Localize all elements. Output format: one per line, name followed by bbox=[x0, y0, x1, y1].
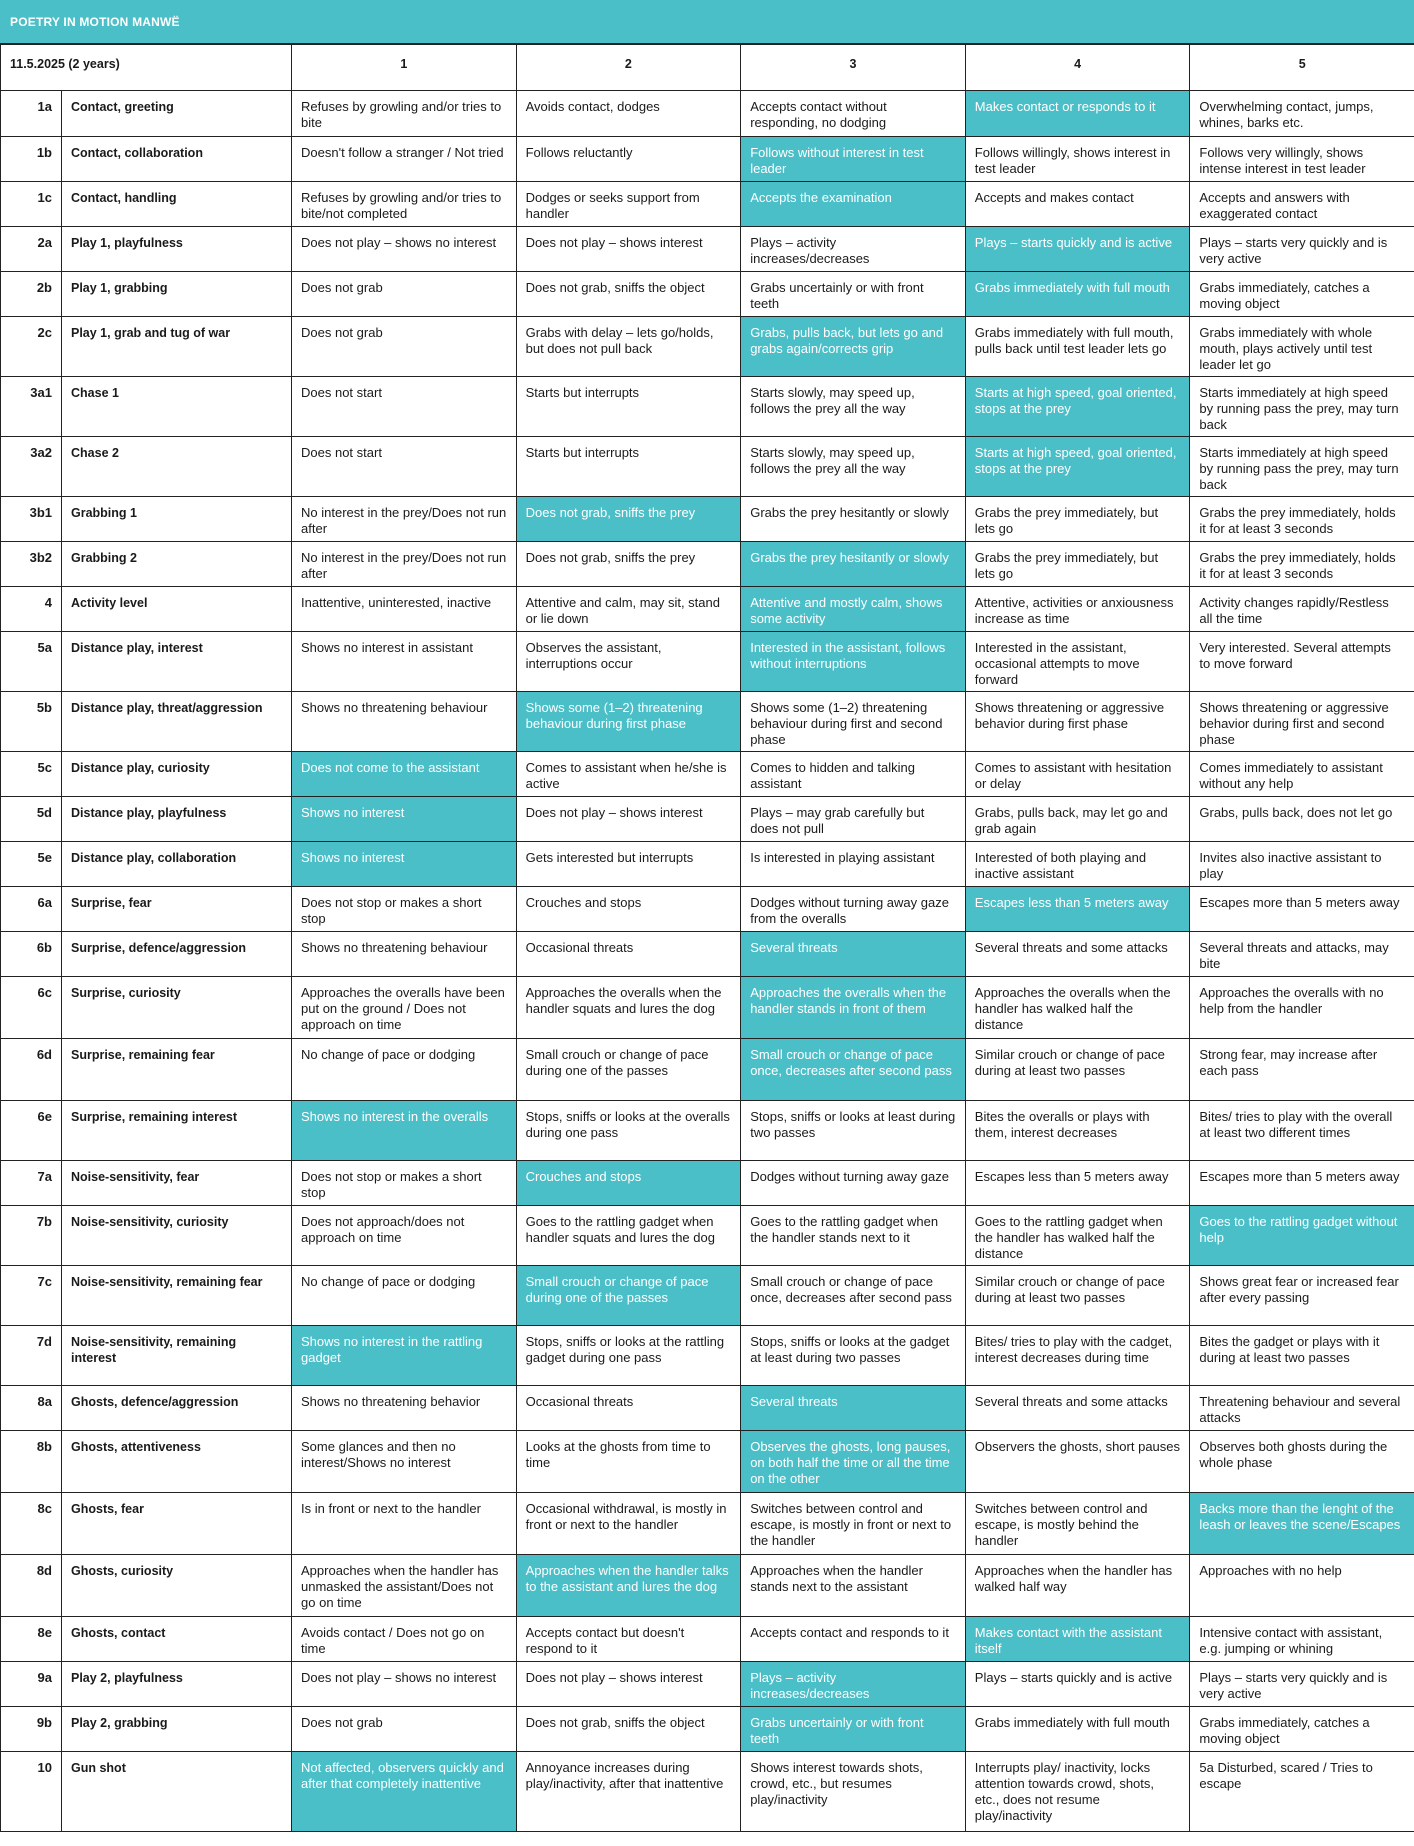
row-label: Contact, collaboration bbox=[62, 137, 292, 182]
score-cell-1: No interest in the prey/Does not run after bbox=[292, 497, 517, 542]
score-cell-5-selected: Backs more than the lenght of the leash or leaves the scene/Escapes bbox=[1190, 1493, 1414, 1555]
score-cell-4: Interrupts play/ inactivity, locks attention towards crowd, shots, etc., does not resume play/inactivity bbox=[965, 1752, 1190, 1832]
table-row bbox=[1, 752, 1414, 797]
score-cell-1: Does not grab bbox=[292, 317, 517, 377]
row-label: Noise-sensitivity, remaining fear bbox=[62, 1266, 292, 1326]
score-cell-1: Does not play – shows no interest bbox=[292, 227, 517, 272]
row-code: 8e bbox=[1, 1617, 62, 1662]
table-row bbox=[1, 497, 1414, 542]
table-row bbox=[1, 317, 1414, 377]
table-row bbox=[1, 632, 1414, 692]
score-cell-3-selected: Several threats bbox=[741, 932, 966, 977]
row-label: Ghosts, defence/aggression bbox=[62, 1386, 292, 1431]
row-code: 2a bbox=[1, 227, 62, 272]
row-code: 5d bbox=[1, 797, 62, 842]
score-cell-3: Dodges without turning away gaze bbox=[741, 1161, 966, 1206]
score-cell-1: Inattentive, uninterested, inactive bbox=[292, 587, 517, 632]
row-label: Ghosts, curiosity bbox=[62, 1555, 292, 1617]
score-header-4: 4 bbox=[965, 45, 1190, 91]
table-row bbox=[1, 1206, 1414, 1266]
score-cell-2: Does not play – shows interest bbox=[516, 797, 741, 842]
score-cell-1: Does not grab bbox=[292, 1707, 517, 1752]
score-cell-2-selected: Crouches and stops bbox=[516, 1161, 741, 1206]
row-code: 7d bbox=[1, 1326, 62, 1386]
row-code: 2c bbox=[1, 317, 62, 377]
document-title: POETRY IN MOTION MANWË bbox=[0, 0, 1414, 44]
row-label: Contact, greeting bbox=[62, 91, 292, 137]
score-cell-1: No change of pace or dodging bbox=[292, 1266, 517, 1326]
row-label: Play 2, playfulness bbox=[62, 1662, 292, 1707]
row-label: Gun shot bbox=[62, 1752, 292, 1832]
score-cell-4: Several threats and some attacks bbox=[965, 932, 1190, 977]
row-code: 2b bbox=[1, 272, 62, 317]
row-label: Distance play, interest bbox=[62, 632, 292, 692]
row-code: 6b bbox=[1, 932, 62, 977]
score-cell-5-selected: Goes to the rattling gadget without help bbox=[1190, 1206, 1414, 1266]
score-cell-2-selected: Approaches when the handler talks to the assistant and lures the dog bbox=[516, 1555, 741, 1617]
table-row bbox=[1, 437, 1414, 497]
score-cell-2: Dodges or seeks support from handler bbox=[516, 182, 741, 227]
score-cell-5: Grabs the prey immediately, holds it for at least 3 seconds bbox=[1190, 497, 1414, 542]
score-cell-1: Avoids contact / Does not go on time bbox=[292, 1617, 517, 1662]
row-label: Surprise, remaining fear bbox=[62, 1039, 292, 1101]
row-code: 5e bbox=[1, 842, 62, 887]
score-cell-4: Similar crouch or change of pace during at least two passes bbox=[965, 1039, 1190, 1101]
score-cell-2: Occasional threats bbox=[516, 932, 741, 977]
table-row bbox=[1, 977, 1414, 1039]
table-row bbox=[1, 797, 1414, 842]
score-cell-3-selected: Accepts the examination bbox=[741, 182, 966, 227]
row-label: Noise-sensitivity, remaining interest bbox=[62, 1326, 292, 1386]
score-cell-1: No interest in the prey/Does not run after bbox=[292, 542, 517, 587]
row-label: Distance play, threat/aggression bbox=[62, 692, 292, 752]
score-cell-1: Does not grab bbox=[292, 272, 517, 317]
score-cell-1: Does not approach/does not approach on time bbox=[292, 1206, 517, 1266]
score-cell-3: Starts slowly, may speed up, follows the prey all the way bbox=[741, 377, 966, 437]
score-cell-4-selected: Starts at high speed, goal oriented, stops at the prey bbox=[965, 377, 1190, 437]
table-row bbox=[1, 1707, 1414, 1752]
score-cell-5: Grabs immediately, catches a moving object bbox=[1190, 272, 1414, 317]
score-cell-5: Bites the gadget or plays with it during at least two passes bbox=[1190, 1326, 1414, 1386]
row-code: 6d bbox=[1, 1039, 62, 1101]
score-cell-1: Is in front or next to the handler bbox=[292, 1493, 517, 1555]
row-code: 1c bbox=[1, 182, 62, 227]
test-date: 11.5.2025 (2 years) bbox=[1, 45, 292, 91]
score-cell-5: Bites/ tries to play with the overall at least two different times bbox=[1190, 1101, 1414, 1161]
table-row bbox=[1, 272, 1414, 317]
row-label: Play 2, grabbing bbox=[62, 1707, 292, 1752]
score-cell-5: Grabs immediately with whole mouth, plays actively until test leader let go bbox=[1190, 317, 1414, 377]
score-cell-2: Does not grab, sniffs the object bbox=[516, 272, 741, 317]
score-cell-2: Comes to assistant when he/she is active bbox=[516, 752, 741, 797]
score-cell-2: Occasional threats bbox=[516, 1386, 741, 1431]
row-code: 6c bbox=[1, 977, 62, 1039]
row-label: Noise-sensitivity, curiosity bbox=[62, 1206, 292, 1266]
score-cell-3: Goes to the rattling gadget when the handler stands next to it bbox=[741, 1206, 966, 1266]
score-cell-2: Gets interested but interrupts bbox=[516, 842, 741, 887]
table-row bbox=[1, 1617, 1414, 1662]
table-row bbox=[1, 1555, 1414, 1617]
row-label: Distance play, playfulness bbox=[62, 797, 292, 842]
score-cell-3: Approaches when the handler stands next to the assistant bbox=[741, 1555, 966, 1617]
score-cell-3: Accepts contact without responding, no dodging bbox=[741, 91, 966, 137]
score-cell-4: Grabs immediately with full mouth, pulls back until test leader lets go bbox=[965, 317, 1190, 377]
score-cell-4: Grabs the prey immediately, but lets go bbox=[965, 542, 1190, 587]
score-cell-2: Does not play – shows interest bbox=[516, 1662, 741, 1707]
score-header-2: 2 bbox=[516, 45, 741, 91]
score-cell-2: Attentive and calm, may sit, stand or lie down bbox=[516, 587, 741, 632]
score-cell-2: Grabs with delay – lets go/holds, but does not pull back bbox=[516, 317, 741, 377]
table-row bbox=[1, 692, 1414, 752]
score-cell-1-selected: Shows no interest in the rattling gadget bbox=[292, 1326, 517, 1386]
score-cell-4: Accepts and makes contact bbox=[965, 182, 1190, 227]
score-cell-4: Plays – starts quickly and is active bbox=[965, 1662, 1190, 1707]
score-cell-5: Accepts and answers with exaggerated contact bbox=[1190, 182, 1414, 227]
row-label: Activity level bbox=[62, 587, 292, 632]
score-cell-3: Dodges without turning away gaze from the overalls bbox=[741, 887, 966, 932]
table-row bbox=[1, 932, 1414, 977]
score-cell-4-selected: Makes contact with the assistant itself bbox=[965, 1617, 1190, 1662]
score-cell-5: Plays – starts very quickly and is very active bbox=[1190, 227, 1414, 272]
row-code: 9b bbox=[1, 1707, 62, 1752]
score-cell-4: Escapes less than 5 meters away bbox=[965, 1161, 1190, 1206]
score-cell-3: Plays – activity increases/decreases bbox=[741, 227, 966, 272]
score-cell-3-selected: Grabs, pulls back, but lets go and grabs again/corrects grip bbox=[741, 317, 966, 377]
table-row bbox=[1, 182, 1414, 227]
row-code: 6e bbox=[1, 1101, 62, 1161]
score-cell-5: Overwhelming contact, jumps, whines, barks etc. bbox=[1190, 91, 1414, 137]
score-cell-1: Does not start bbox=[292, 377, 517, 437]
table-row bbox=[1, 227, 1414, 272]
score-cell-4: Comes to assistant with hesitation or delay bbox=[965, 752, 1190, 797]
score-cell-5: Invites also inactive assistant to play bbox=[1190, 842, 1414, 887]
score-cell-1-selected: Shows no interest bbox=[292, 842, 517, 887]
row-code: 8c bbox=[1, 1493, 62, 1555]
score-cell-1: No change of pace or dodging bbox=[292, 1039, 517, 1101]
score-header-5: 5 bbox=[1190, 45, 1414, 91]
row-code: 1a bbox=[1, 91, 62, 137]
score-cell-1: Shows no threatening behaviour bbox=[292, 692, 517, 752]
score-cell-5: Very interested. Several attempts to move forward bbox=[1190, 632, 1414, 692]
row-code: 8d bbox=[1, 1555, 62, 1617]
score-cell-4-selected: Starts at high speed, goal oriented, stops at the prey bbox=[965, 437, 1190, 497]
score-cell-5: Comes immediately to assistant without any help bbox=[1190, 752, 1414, 797]
row-label: Chase 1 bbox=[62, 377, 292, 437]
row-code: 5b bbox=[1, 692, 62, 752]
score-cell-1-selected: Shows no interest in the overalls bbox=[292, 1101, 517, 1161]
row-code: 1b bbox=[1, 137, 62, 182]
score-cell-3: Shows some (1–2) threatening behaviour during first and second phase bbox=[741, 692, 966, 752]
score-cell-2: Small crouch or change of pace during one of the passes bbox=[516, 1039, 741, 1101]
score-header-3: 3 bbox=[741, 45, 966, 91]
score-cell-1-selected: Not affected, observers quickly and after that completely inattentive bbox=[292, 1752, 517, 1832]
score-cell-1: Some glances and then no interest/Shows no interest bbox=[292, 1431, 517, 1493]
score-cell-2: Starts but interrupts bbox=[516, 377, 741, 437]
score-cell-3: Stops, sniffs or looks at the gadget at least during two passes bbox=[741, 1326, 966, 1386]
score-header-1: 1 bbox=[292, 45, 517, 91]
row-label: Grabbing 2 bbox=[62, 542, 292, 587]
row-label: Ghosts, contact bbox=[62, 1617, 292, 1662]
score-cell-1-selected: Shows no interest bbox=[292, 797, 517, 842]
row-label: Surprise, curiosity bbox=[62, 977, 292, 1039]
score-cell-1: Does not stop or makes a short stop bbox=[292, 887, 517, 932]
score-cell-5: Shows great fear or increased fear after every passing bbox=[1190, 1266, 1414, 1326]
table-row bbox=[1, 1161, 1414, 1206]
row-code: 3b2 bbox=[1, 542, 62, 587]
score-cell-5: Shows threatening or aggressive behavior during first and second phase bbox=[1190, 692, 1414, 752]
table-row bbox=[1, 377, 1414, 437]
row-code: 5a bbox=[1, 632, 62, 692]
score-cell-4: Bites the overalls or plays with them, interest decreases bbox=[965, 1101, 1190, 1161]
score-cell-5: Starts immediately at high speed by running pass the prey, may turn back bbox=[1190, 377, 1414, 437]
score-cell-2-selected: Shows some (1–2) threatening behaviour during first phase bbox=[516, 692, 741, 752]
row-label: Surprise, remaining interest bbox=[62, 1101, 292, 1161]
score-cell-1: Shows no interest in assistant bbox=[292, 632, 517, 692]
score-cell-2: Stops, sniffs or looks at the overalls during one pass bbox=[516, 1101, 741, 1161]
row-code: 3a1 bbox=[1, 377, 62, 437]
score-cell-3-selected: Plays – activity increases/decreases bbox=[741, 1662, 966, 1707]
row-label: Ghosts, attentiveness bbox=[62, 1431, 292, 1493]
table-row bbox=[1, 91, 1414, 137]
score-cell-5: Strong fear, may increase after each pass bbox=[1190, 1039, 1414, 1101]
score-cell-1: Doesn't follow a stranger / Not tried bbox=[292, 137, 517, 182]
score-cell-1: Refuses by growling and/or tries to bite bbox=[292, 91, 517, 137]
table-row bbox=[1, 542, 1414, 587]
score-cell-5: Observes both ghosts during the whole phase bbox=[1190, 1431, 1414, 1493]
score-cell-3: Stops, sniffs or looks at least during two passes bbox=[741, 1101, 966, 1161]
row-label: Distance play, curiosity bbox=[62, 752, 292, 797]
row-code: 5c bbox=[1, 752, 62, 797]
score-cell-5: 5a Disturbed, scared / Tries to escape bbox=[1190, 1752, 1414, 1832]
table-row bbox=[1, 587, 1414, 632]
assessment-table bbox=[0, 44, 1414, 1832]
score-cell-2: Stops, sniffs or looks at the rattling gadget during one pass bbox=[516, 1326, 741, 1386]
score-cell-2: Does not grab, sniffs the object bbox=[516, 1707, 741, 1752]
score-cell-3: Starts slowly, may speed up, follows the prey all the way bbox=[741, 437, 966, 497]
score-cell-4: Several threats and some attacks bbox=[965, 1386, 1190, 1431]
score-cell-2: Occasional withdrawal, is mostly in front or next to the handler bbox=[516, 1493, 741, 1555]
row-label: Play 1, grab and tug of war bbox=[62, 317, 292, 377]
score-cell-4: Attentive, activities or anxiousness increase as time bbox=[965, 587, 1190, 632]
score-cell-5: Escapes more than 5 meters away bbox=[1190, 1161, 1414, 1206]
row-code: 8b bbox=[1, 1431, 62, 1493]
score-cell-1: Does not start bbox=[292, 437, 517, 497]
table-row bbox=[1, 887, 1414, 932]
table-row bbox=[1, 1493, 1414, 1555]
score-cell-5: Grabs the prey immediately, holds it for at least 3 seconds bbox=[1190, 542, 1414, 587]
score-cell-3-selected: Small crouch or change of pace once, decreases after second pass bbox=[741, 1039, 966, 1101]
score-cell-2: Looks at the ghosts from time to time bbox=[516, 1431, 741, 1493]
score-cell-2: Observes the assistant, interruptions occur bbox=[516, 632, 741, 692]
row-code: 9a bbox=[1, 1662, 62, 1707]
score-cell-4-selected: Escapes less than 5 meters away bbox=[965, 887, 1190, 932]
score-cell-4: Observers the ghosts, short pauses bbox=[965, 1431, 1190, 1493]
score-cell-4: Switches between control and escape, is mostly behind the handler bbox=[965, 1493, 1190, 1555]
score-cell-5: Starts immediately at high speed by running pass the prey, may turn back bbox=[1190, 437, 1414, 497]
score-cell-5: Escapes more than 5 meters away bbox=[1190, 887, 1414, 932]
row-code: 4 bbox=[1, 587, 62, 632]
score-cell-4-selected: Makes contact or responds to it bbox=[965, 91, 1190, 137]
row-label: Distance play, collaboration bbox=[62, 842, 292, 887]
row-label: Grabbing 1 bbox=[62, 497, 292, 542]
score-cell-5: Grabs, pulls back, does not let go bbox=[1190, 797, 1414, 842]
score-cell-3: Small crouch or change of pace once, decreases after second pass bbox=[741, 1266, 966, 1326]
row-label: Chase 2 bbox=[62, 437, 292, 497]
row-code: 8a bbox=[1, 1386, 62, 1431]
row-code: 3b1 bbox=[1, 497, 62, 542]
table-row bbox=[1, 1101, 1414, 1161]
score-cell-4: Interested of both playing and inactive assistant bbox=[965, 842, 1190, 887]
row-code: 3a2 bbox=[1, 437, 62, 497]
score-cell-3-selected: Grabs the prey hesitantly or slowly bbox=[741, 542, 966, 587]
row-code: 7a bbox=[1, 1161, 62, 1206]
score-cell-4: Bites/ tries to play with the cadget, interest decreases during time bbox=[965, 1326, 1190, 1386]
score-cell-2: Does not grab, sniffs the prey bbox=[516, 542, 741, 587]
table-row bbox=[1, 1386, 1414, 1431]
score-cell-2: Does not play – shows interest bbox=[516, 227, 741, 272]
score-cell-3-selected: Follows without interest in test leader bbox=[741, 137, 966, 182]
row-label: Play 1, grabbing bbox=[62, 272, 292, 317]
score-cell-4: Shows threatening or aggressive behavior during first phase bbox=[965, 692, 1190, 752]
score-cell-5: Approaches with no help bbox=[1190, 1555, 1414, 1617]
score-cell-4: Interested in the assistant, occasional attempts to move forward bbox=[965, 632, 1190, 692]
score-cell-5: Approaches the overalls with no help from the handler bbox=[1190, 977, 1414, 1039]
score-cell-4: Goes to the rattling gadget when the handler has walked half the distance bbox=[965, 1206, 1190, 1266]
score-cell-3-selected: Interested in the assistant, follows without interruptions bbox=[741, 632, 966, 692]
table-row bbox=[1, 1326, 1414, 1386]
header-row bbox=[1, 45, 1414, 91]
row-code: 10 bbox=[1, 1752, 62, 1832]
score-cell-1: Does not play – shows no interest bbox=[292, 1662, 517, 1707]
score-cell-3: Switches between control and escape, is mostly in front or next to the handler bbox=[741, 1493, 966, 1555]
table-row bbox=[1, 1431, 1414, 1493]
score-cell-3: Is interested in playing assistant bbox=[741, 842, 966, 887]
score-cell-3-selected: Grabs uncertainly or with front teeth bbox=[741, 1707, 966, 1752]
score-cell-2: Crouches and stops bbox=[516, 887, 741, 932]
table-row bbox=[1, 137, 1414, 182]
score-cell-3: Shows interest towards shots, crowd, etc., but resumes play/inactivity bbox=[741, 1752, 966, 1832]
score-cell-1: Refuses by growling and/or tries to bite/not completed bbox=[292, 182, 517, 227]
score-cell-3-selected: Observes the ghosts, long pauses, on both half the time or all the time on the other bbox=[741, 1431, 966, 1493]
score-cell-4: Grabs the prey immediately, but lets go bbox=[965, 497, 1190, 542]
score-cell-4: Approaches the overalls when the handler has walked half the distance bbox=[965, 977, 1190, 1039]
score-cell-2: Starts but interrupts bbox=[516, 437, 741, 497]
row-label: Contact, handling bbox=[62, 182, 292, 227]
table-row bbox=[1, 842, 1414, 887]
row-label: Play 1, playfulness bbox=[62, 227, 292, 272]
score-cell-3: Grabs the prey hesitantly or slowly bbox=[741, 497, 966, 542]
score-cell-5: Threatening behaviour and several attacks bbox=[1190, 1386, 1414, 1431]
score-cell-2: Annoyance increases during play/inactivity, after that inattentive bbox=[516, 1752, 741, 1832]
score-cell-2: Approaches the overalls when the handler squats and lures the dog bbox=[516, 977, 741, 1039]
score-cell-4-selected: Grabs immediately with full mouth bbox=[965, 272, 1190, 317]
score-cell-1: Shows no threatening behavior bbox=[292, 1386, 517, 1431]
table-row bbox=[1, 1662, 1414, 1707]
score-cell-1: Does not stop or makes a short stop bbox=[292, 1161, 517, 1206]
score-cell-3-selected: Several threats bbox=[741, 1386, 966, 1431]
row-code: 7c bbox=[1, 1266, 62, 1326]
score-cell-4: Approaches when the handler has walked half way bbox=[965, 1555, 1190, 1617]
score-cell-4: Grabs, pulls back, may let go and grab again bbox=[965, 797, 1190, 842]
score-cell-5: Several threats and attacks, may bite bbox=[1190, 932, 1414, 977]
score-cell-5: Activity changes rapidly/Restless all the time bbox=[1190, 587, 1414, 632]
score-cell-1: Approaches the overalls have been put on the ground / Does not approach on time bbox=[292, 977, 517, 1039]
score-cell-5: Follows very willingly, shows intense interest in test leader bbox=[1190, 137, 1414, 182]
row-label: Surprise, defence/aggression bbox=[62, 932, 292, 977]
score-cell-5: Grabs immediately, catches a moving object bbox=[1190, 1707, 1414, 1752]
score-cell-1: Approaches when the handler has unmasked the assistant/Does not go on time bbox=[292, 1555, 517, 1617]
score-cell-4: Similar crouch or change of pace during at least two passes bbox=[965, 1266, 1190, 1326]
score-cell-4: Grabs immediately with full mouth bbox=[965, 1707, 1190, 1752]
score-cell-3: Comes to hidden and talking assistant bbox=[741, 752, 966, 797]
row-label: Surprise, fear bbox=[62, 887, 292, 932]
score-cell-5: Intensive contact with assistant, e.g. jumping or whining bbox=[1190, 1617, 1414, 1662]
table-row bbox=[1, 1039, 1414, 1101]
score-cell-2: Accepts contact but doesn't respond to it bbox=[516, 1617, 741, 1662]
score-cell-3-selected: Attentive and mostly calm, shows some activity bbox=[741, 587, 966, 632]
score-cell-3: Plays – may grab carefully but does not pull bbox=[741, 797, 966, 842]
score-cell-3: Accepts contact and responds to it bbox=[741, 1617, 966, 1662]
score-cell-2-selected: Does not grab, sniffs the prey bbox=[516, 497, 741, 542]
score-cell-2: Goes to the rattling gadget when handler squats and lures the dog bbox=[516, 1206, 741, 1266]
score-cell-3: Grabs uncertainly or with front teeth bbox=[741, 272, 966, 317]
row-label: Ghosts, fear bbox=[62, 1493, 292, 1555]
table-row bbox=[1, 1752, 1414, 1832]
row-code: 6a bbox=[1, 887, 62, 932]
score-cell-2: Avoids contact, dodges bbox=[516, 91, 741, 137]
row-code: 7b bbox=[1, 1206, 62, 1266]
score-cell-2-selected: Small crouch or change of pace during one of the passes bbox=[516, 1266, 741, 1326]
table-row bbox=[1, 1266, 1414, 1326]
score-cell-3-selected: Approaches the overalls when the handler stands in front of them bbox=[741, 977, 966, 1039]
score-cell-2: Follows reluctantly bbox=[516, 137, 741, 182]
score-cell-5: Plays – starts very quickly and is very active bbox=[1190, 1662, 1414, 1707]
row-label: Noise-sensitivity, fear bbox=[62, 1161, 292, 1206]
score-cell-1-selected: Does not come to the assistant bbox=[292, 752, 517, 797]
score-cell-4: Follows willingly, shows interest in test leader bbox=[965, 137, 1190, 182]
score-cell-1: Shows no threatening behaviour bbox=[292, 932, 517, 977]
score-cell-4-selected: Plays – starts quickly and is active bbox=[965, 227, 1190, 272]
